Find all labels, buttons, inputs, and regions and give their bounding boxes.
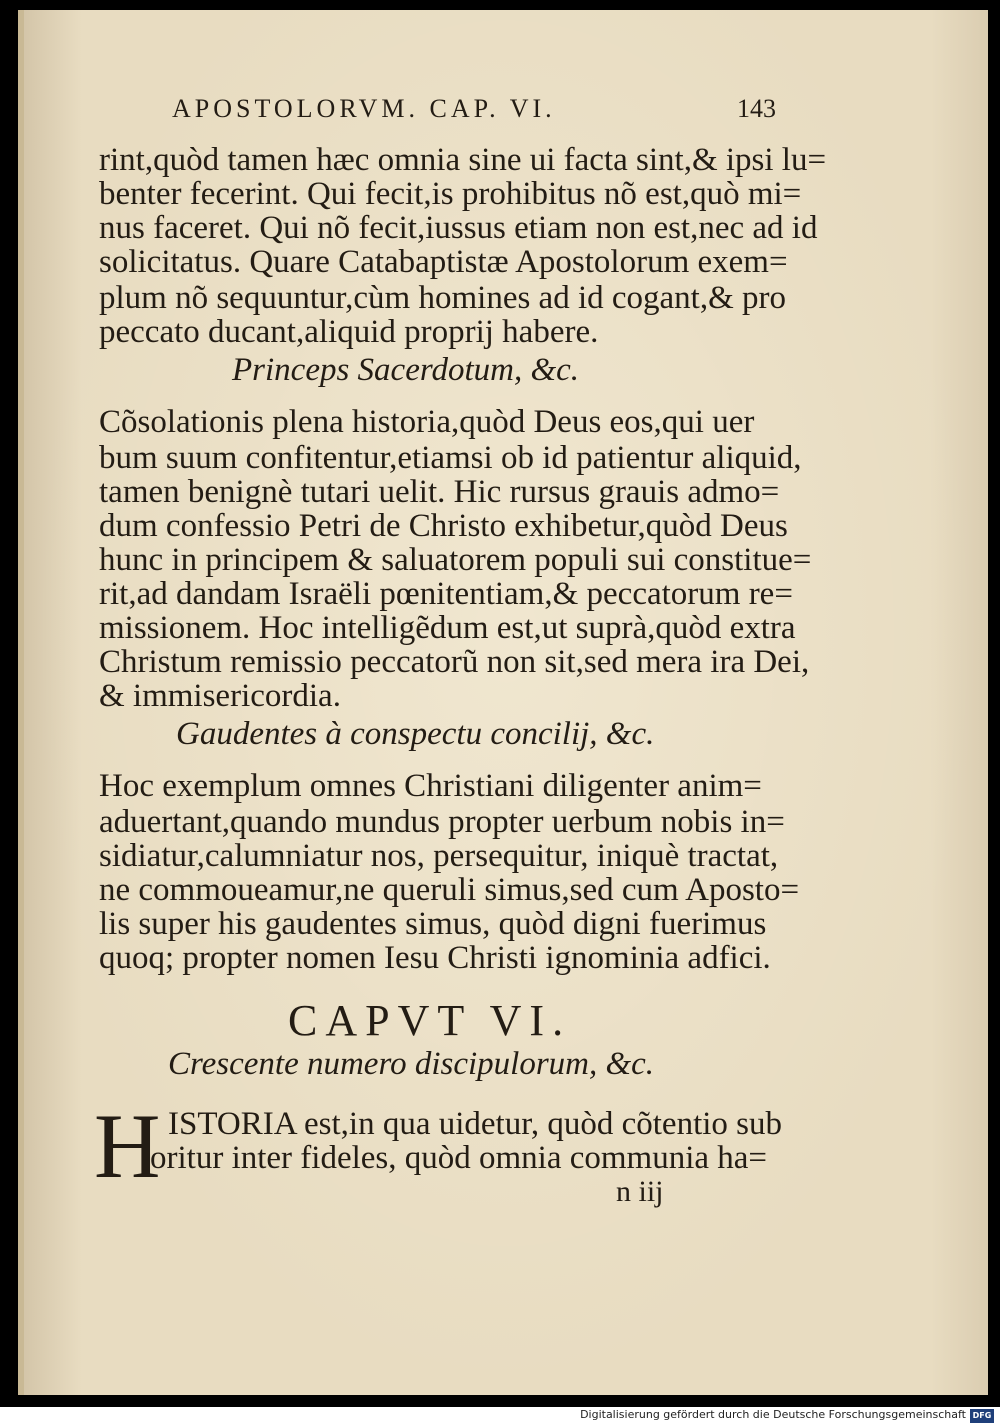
text-line: aduertant,quando mundus propter uerbum nobis in= — [99, 804, 785, 840]
funding-credit: Digitalisierung gefördert durch die Deutsche Forschungsgemeinschaft — [580, 1408, 966, 1421]
section-heading: Crescente numero discipulorum, &c. — [168, 1046, 655, 1082]
text-line: rint,quòd tamen hæc omnia sine ui facta sint,& ipsi lu= — [99, 142, 827, 178]
running-title: APOSTOLORVM. CAP. VI. — [172, 94, 556, 123]
dfg-logo: DFG — [970, 1409, 994, 1423]
folio-number: 143 — [737, 94, 776, 123]
drop-capital: H — [94, 1095, 161, 1197]
text-line: dum confessio Petri de Christo exhibetur,quòd Deus — [99, 508, 788, 544]
text-line: hunc in principem & saluatorem populi sui constitue= — [99, 542, 812, 578]
text-line: nus faceret. Qui nõ fecit,iussus etiam non est,nec ad id — [99, 210, 818, 246]
text-line: tamen benignè tutari uelit. Hic rursus grauis admo= — [99, 474, 780, 510]
text-line: oritur inter fideles, quòd omnia communia ha= — [150, 1140, 768, 1176]
text-line: peccato ducant,aliquid proprij habere. — [99, 314, 599, 350]
text-line: benter fecerint. Qui fecit,is prohibitus nõ est,quò mi= — [99, 176, 802, 212]
text-line: ISTORIA est,in qua uidetur, quòd cõtentio sub — [168, 1106, 783, 1142]
chapter-title: CAPVT VI. — [288, 996, 572, 1045]
text-line: ne commoueamur,ne queruli simus,sed cum Aposto= — [99, 872, 800, 908]
text-line: lis super his gaudentes simus, quòd digni fuerimus — [99, 906, 767, 942]
text-line: bum suum confitentur,etiamsi ob id patientur aliquid, — [99, 440, 802, 476]
text-line: & immisericordia. — [99, 678, 341, 714]
text-line: rit,ad dandam Israëli pœnitentiam,& peccatorum re= — [99, 576, 793, 612]
text-line: missionem. Hoc intelligẽdum est,ut suprà,quòd extra — [99, 610, 796, 646]
text-line: Cõsolationis plena historia,quòd Deus eos,qui uer — [99, 404, 755, 440]
text-line: Hoc exemplum omnes Christiani diligenter anim= — [99, 768, 762, 804]
text-line: quoq; propter nomen Iesu Christi ignominia adfici. — [99, 940, 771, 976]
signature-mark: n iij — [616, 1175, 664, 1208]
section-heading: Princeps Sacerdotum, &c. — [232, 352, 580, 388]
text-line: sidiatur,calumniatur nos, persequitur, iniquè tractat, — [99, 838, 779, 874]
text-line: solicitatus. Quare Catabaptistæ Apostolorum exem= — [99, 244, 788, 280]
text-line: plum nõ sequuntur,cùm homines ad id cogant,& pro — [99, 280, 786, 316]
running-header — [172, 94, 776, 124]
text-line: Christum remissio peccatorũ non sit,sed mera ira Dei, — [99, 644, 810, 680]
book-page — [18, 10, 988, 1395]
section-heading: Gaudentes à conspectu concilij, &c. — [176, 716, 655, 752]
